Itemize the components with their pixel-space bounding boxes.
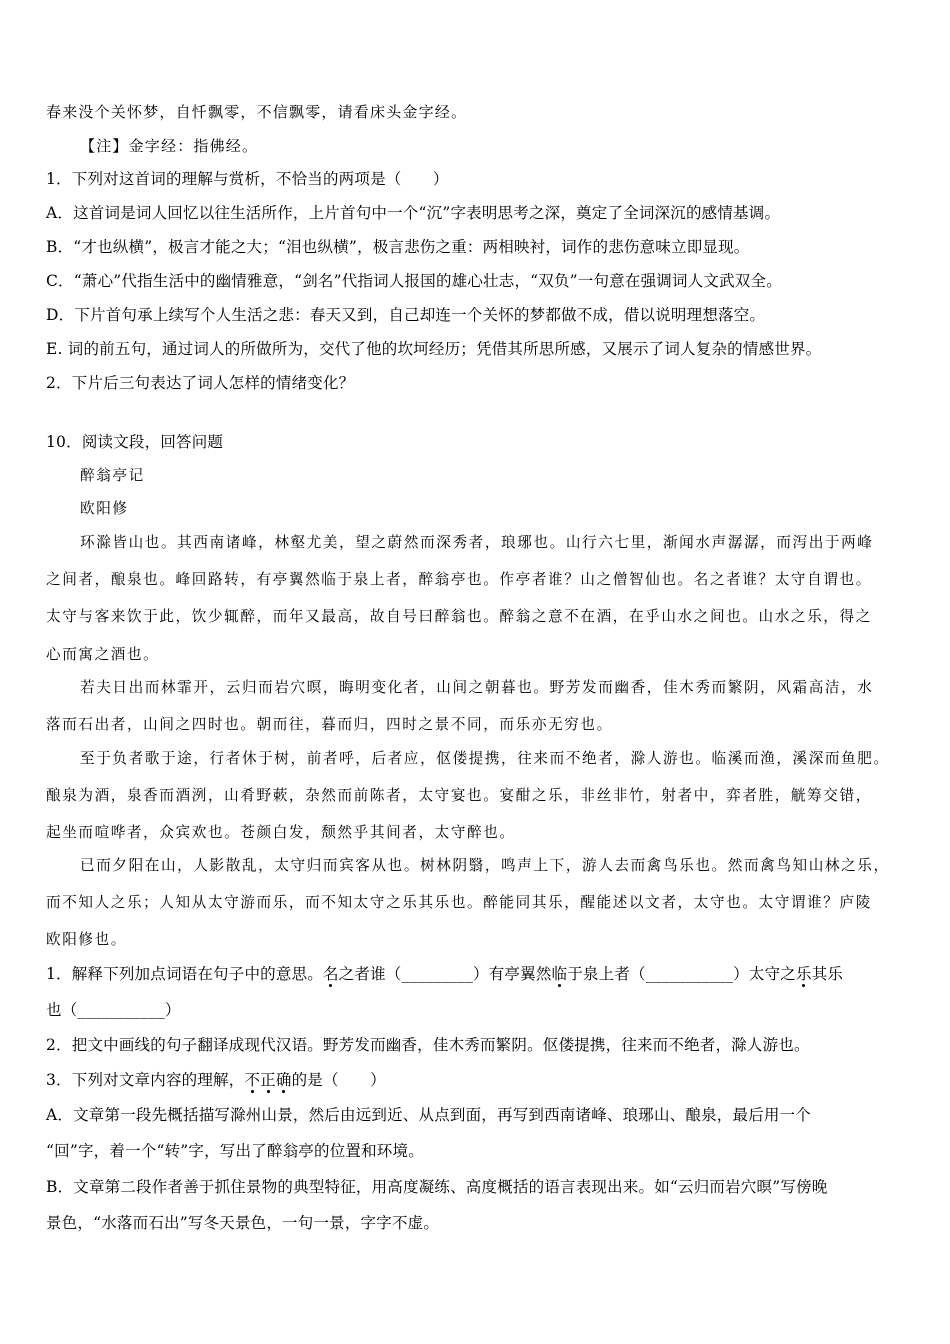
question-text: 之者谁（_________）有亭翼然 [338,965,552,983]
q10-question-1 [46,964,843,984]
passage-line: 酿泉为酒，泉香而酒洌，山肴野蔌，杂然而前陈者，太守宴也。宴酣之乐，非丝非竹，射者中，弈者胜，觥筹交错， [46,787,872,804]
question-text: 1．解释下列加点词语在句子中的意思。 [46,965,323,983]
q9-option-a: A．这首词是词人回忆以往生活所作，上片首句中一个“沉”字表明思考之深，奠定了全词深沉的感情基调。 [46,204,781,222]
poem-last-line: 春来没个关怀梦，自忏飘零，不信飘零，请看床头金字经。 [46,103,468,121]
passage-line: 已而夕阳在山，人影散乱，太守归而宾客从也。树林阴翳，鸣声上下，游人去而禽鸟乐也。然而禽鸟知山林之乐， [80,857,890,874]
q10-question-3 [46,1070,386,1090]
question-text: 3．下列对文章内容的理解， [46,1071,245,1089]
q10-option-a: A．文章第一段先概括描写滁州山景，然后由远到近、从点到面，再写到西南诸峰、琅琊山、酿泉，最后用一个 [46,1106,811,1124]
passage-line: 若夫日出而林霏开，云归而岩穴暝，晦明变化者，山间之朝暮也。野芳发而幽香，佳木秀而繁阴，风霜高洁，水 [80,679,874,696]
dotted-char: 名 [322,965,339,983]
passage-line: 欧阳修也。 [46,931,127,948]
emphasis-char: 不 [244,1071,261,1089]
dotted-char: 乐 [796,965,812,983]
question-text: 其乐 [811,965,844,983]
emphasis-char: 确 [275,1071,292,1089]
q10-heading: 10．阅读文段，回答问题 [46,433,224,451]
passage-line: 心而寓之酒也。 [46,646,160,663]
passage-line: 太守与客来饮于此，饮少辄醉，而年又最高，故自号曰醉翁也。醉翁之意不在酒，在乎山水之间也。山水之乐，得之 [46,608,872,625]
q9-option-c: C．“萧心”代指生活中的幽情雅意，“剑名”代指词人报国的雄心壮志，“双负”一句意在强调词人文武双全。 [46,272,782,290]
q10-option-b-cont: 景色，“水落而石出”写冬天景色，一句一景，字字不虚。 [46,1214,440,1232]
q10-question-1-cont: 也（___________） [46,1001,181,1019]
passage-line: 环滁皆山也。其西南诸峰，林壑尤美，望之蔚然而深秀者，琅琊也。山行六七里，渐闻水声潺潺，而泻出于两峰 [80,534,874,551]
q10-option-a-cont: “回”字，着一个“转”字，写出了醉翁亭的位置和环境。 [46,1142,424,1160]
q10-option-b: B．文章第二段作者善于抓住景物的典型特征，用高度凝练、高度概括的语言表现出来。如“云归而岩穴暝”写傍晚 [46,1178,828,1196]
q9-option-d: D．下片首句承上续写个人生活之悲：春天又到，自己却连一个关怀的梦都做不成，借以说明理想落空。 [46,306,766,324]
passage-line: 之间者，酿泉也。峰回路转，有亭翼然临于泉上者，醉翁亭也。作亭者谁？山之僧智仙也。名之者谁？太守自谓也。 [46,571,872,588]
passage-line: 而不知人之乐；人知从太守游而乐，而不知太守之乐其乐也。醉能同其乐，醒能述以文者，太守也。太守谓谁？庐陵 [46,894,872,911]
passage-line: 起坐而喧哗者，众宾欢也。苍颜白发，颓然乎其间者，太守醉也。 [46,824,516,841]
q10-question-2: 2．把文中画线的句子翻译成现代汉语。野芳发而幽香，佳木秀而繁阴。伛偻提携，往来而不绝者，滁人游也。 [46,1036,810,1054]
q9-question-1: 1．下列对这首词的理解与赏析，不恰当的两项是（ ） [46,170,449,188]
passage-title: 醉翁亭记 [80,467,145,484]
emphasis-char: 正 [260,1071,276,1089]
q9-question-2: 2．下片后三句表达了词人怎样的情绪变化？ [46,374,355,392]
passage-line: 落而石出者，山间之四时也。朝而往，暮而归，四时之景不同，而乐亦无穷也。 [46,716,613,733]
poem-note: 【注】金字经：指佛经。 [80,137,259,155]
q9-option-b: B．“才也纵横”，极言才能之大；“泪也纵横”，极言悲伤之重：两相映衬，词作的悲伤意味立即显现。 [46,238,750,256]
passage-line: 至于负者歌于途，行者休于树，前者呼，后者应，伛偻提携，往来而不绝者，滁人游也。临溪而渔，溪深而鱼肥。 [80,750,890,767]
question-text: 于泉上者（___________）太守之 [567,965,796,983]
q9-option-e: E. 词的前五句，通过词人的所做所为，交代了他的坎坷经历；凭借其所思所感，又展示了词人复杂的情感世界。 [46,340,822,358]
question-text: 的是（ ） [291,1071,386,1089]
passage-author: 欧阳修 [80,500,129,517]
dotted-char: 临 [551,965,568,983]
